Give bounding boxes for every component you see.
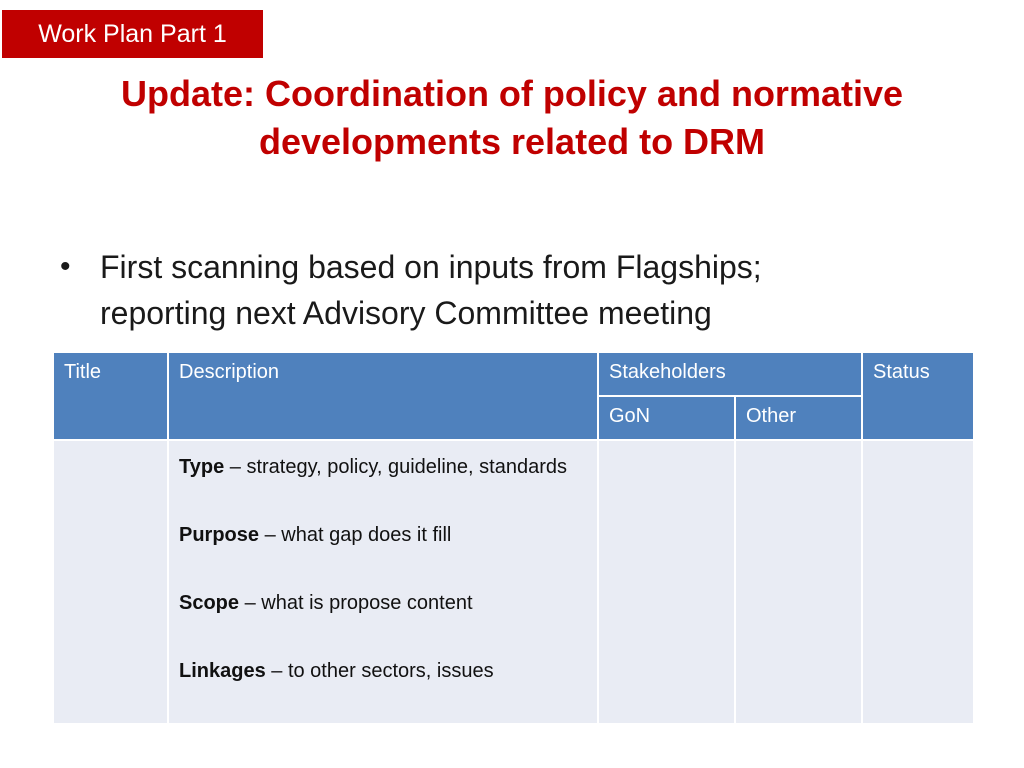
cell-description [168, 440, 598, 724]
cell-gon [598, 440, 735, 724]
description-item-scope [179, 586, 587, 620]
bullet-text-line-2: reporting next Advisory Committee meeting [100, 295, 712, 331]
bullet-list [58, 244, 958, 336]
header-gon: GoN [598, 396, 735, 440]
bullet-text-line-1: First scanning based on inputs from Flagships; [100, 249, 762, 285]
description-text: – to other sectors, issues [265, 660, 494, 682]
table-row [53, 440, 974, 724]
description-key: Linkages [179, 660, 266, 682]
slide-title [40, 70, 984, 166]
section-tag: Work Plan Part 1 [0, 8, 265, 60]
description-item-type [179, 450, 587, 484]
description-text: – strategy, policy, guideline, standards [224, 456, 567, 478]
description-text: – what gap does it fill [259, 524, 452, 546]
description-key: Type [179, 456, 225, 478]
description-item-linkages [179, 654, 587, 688]
description-key: Scope [179, 592, 240, 614]
header-other: Other [735, 396, 862, 440]
bullet-icon: • [60, 250, 71, 283]
work-plan-table [52, 351, 975, 725]
slide-title-line-2: developments related to DRM [258, 121, 766, 162]
slide-title-line-1: Update: Coordination of policy and normative [120, 73, 904, 114]
cell-other [735, 440, 862, 724]
description-key: Purpose [179, 524, 260, 546]
header-title: Title [53, 352, 168, 440]
header-stakeholders: Stakeholders [598, 352, 862, 396]
header-description: Description [168, 352, 598, 440]
table-header-row [53, 352, 974, 396]
description-text: – what is propose content [239, 592, 473, 614]
header-status: Status [862, 352, 974, 440]
cell-status [862, 440, 974, 724]
description-item-purpose [179, 518, 587, 552]
cell-title [53, 440, 168, 724]
bullet-item [58, 244, 958, 336]
